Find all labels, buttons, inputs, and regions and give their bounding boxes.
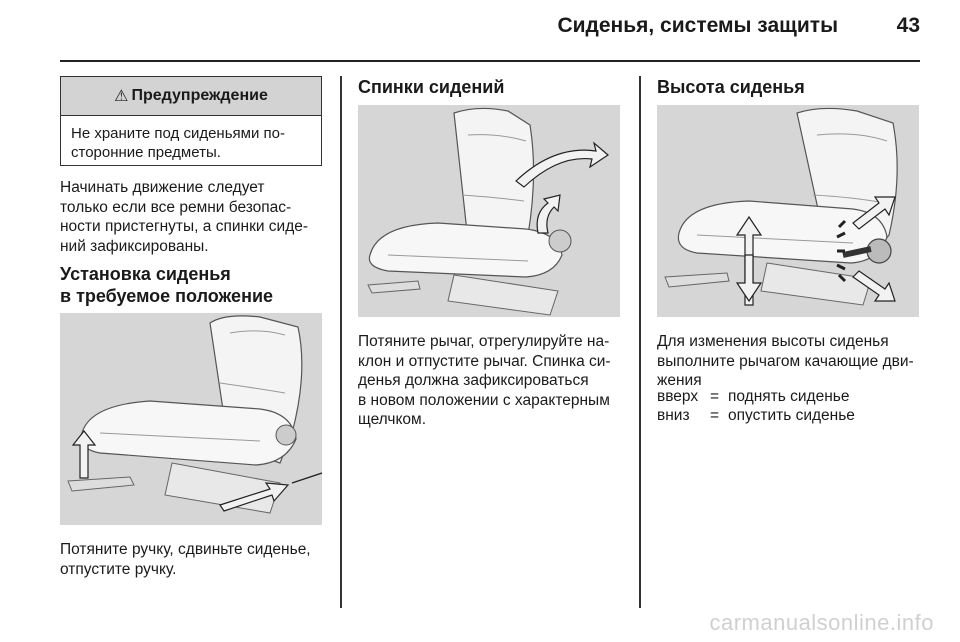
- definition-row: [657, 406, 855, 425]
- column-divider: [340, 76, 342, 608]
- caption-seat-position: [60, 540, 311, 579]
- warning-title: Предупреждение: [131, 87, 268, 104]
- paragraph-line: Начинать движение следует: [60, 179, 265, 196]
- backrest-illustration: [358, 105, 620, 317]
- caption-line: отпустите ручку.: [60, 560, 177, 578]
- caption-line: клон и отпустите рычаг. Спинка си-: [358, 352, 611, 370]
- seat-height-illustration: [657, 105, 919, 317]
- definition-description: поднять сиденье: [728, 388, 850, 405]
- caption-backrests: [358, 332, 611, 430]
- warning-header: [61, 77, 321, 116]
- definition-separator: =: [710, 407, 720, 424]
- definition-list: [657, 387, 855, 425]
- caption-line: Потяните рычаг, отрегулируйте на-: [358, 333, 610, 350]
- caption-line: выполните рычагом качающие дви-: [657, 352, 914, 370]
- header-rule: [60, 60, 920, 62]
- paragraph-line: ний зафиксированы.: [60, 237, 209, 255]
- definition-separator: =: [710, 388, 720, 405]
- definition-term: вниз: [657, 407, 690, 424]
- caption-line: в новом положении с характерным: [358, 391, 610, 409]
- definition-term: вверх: [657, 388, 699, 405]
- caption-line: щелчком.: [358, 411, 427, 428]
- caption-line: денья должна зафиксироваться: [358, 372, 589, 389]
- heading-seat-height: Высота сиденья: [657, 77, 805, 97]
- heading-line: Установка сиденья: [60, 264, 231, 284]
- paragraph-line: только если все ремни безопас-: [60, 198, 292, 216]
- paragraph-line: ности пристегнуты, а спинки сиде-: [60, 218, 309, 235]
- section-heading-seat-position: [60, 263, 273, 307]
- warning-triangle-icon: ⚠: [114, 88, 129, 105]
- warning-text: [61, 116, 321, 170]
- warning-line: сторонние предметы.: [71, 144, 221, 161]
- warning-box: [60, 76, 322, 166]
- definition-description: опустить сиденье: [728, 407, 855, 424]
- column-divider: [639, 76, 641, 608]
- caption-line: Для изменения высоты сиденья: [657, 333, 889, 350]
- caption-line: Потяните ручку, сдвиньте сиденье,: [60, 541, 311, 558]
- heading-seat-backrests: Спинки сидений: [358, 77, 505, 97]
- watermark: carmanualsonline.info: [709, 610, 934, 635]
- page-number: 43: [896, 14, 920, 37]
- intro-paragraph: [60, 178, 308, 256]
- heading-line: в требуемое положение: [60, 286, 274, 306]
- seat-slide-illustration: [60, 313, 322, 525]
- caption-line: жения: [657, 372, 702, 389]
- caption-seat-height: [657, 332, 914, 391]
- warning-line: Не храните под сиденьями по-: [71, 125, 285, 142]
- definition-row: [657, 387, 855, 406]
- page-title: Сиденья, системы защиты: [557, 14, 838, 37]
